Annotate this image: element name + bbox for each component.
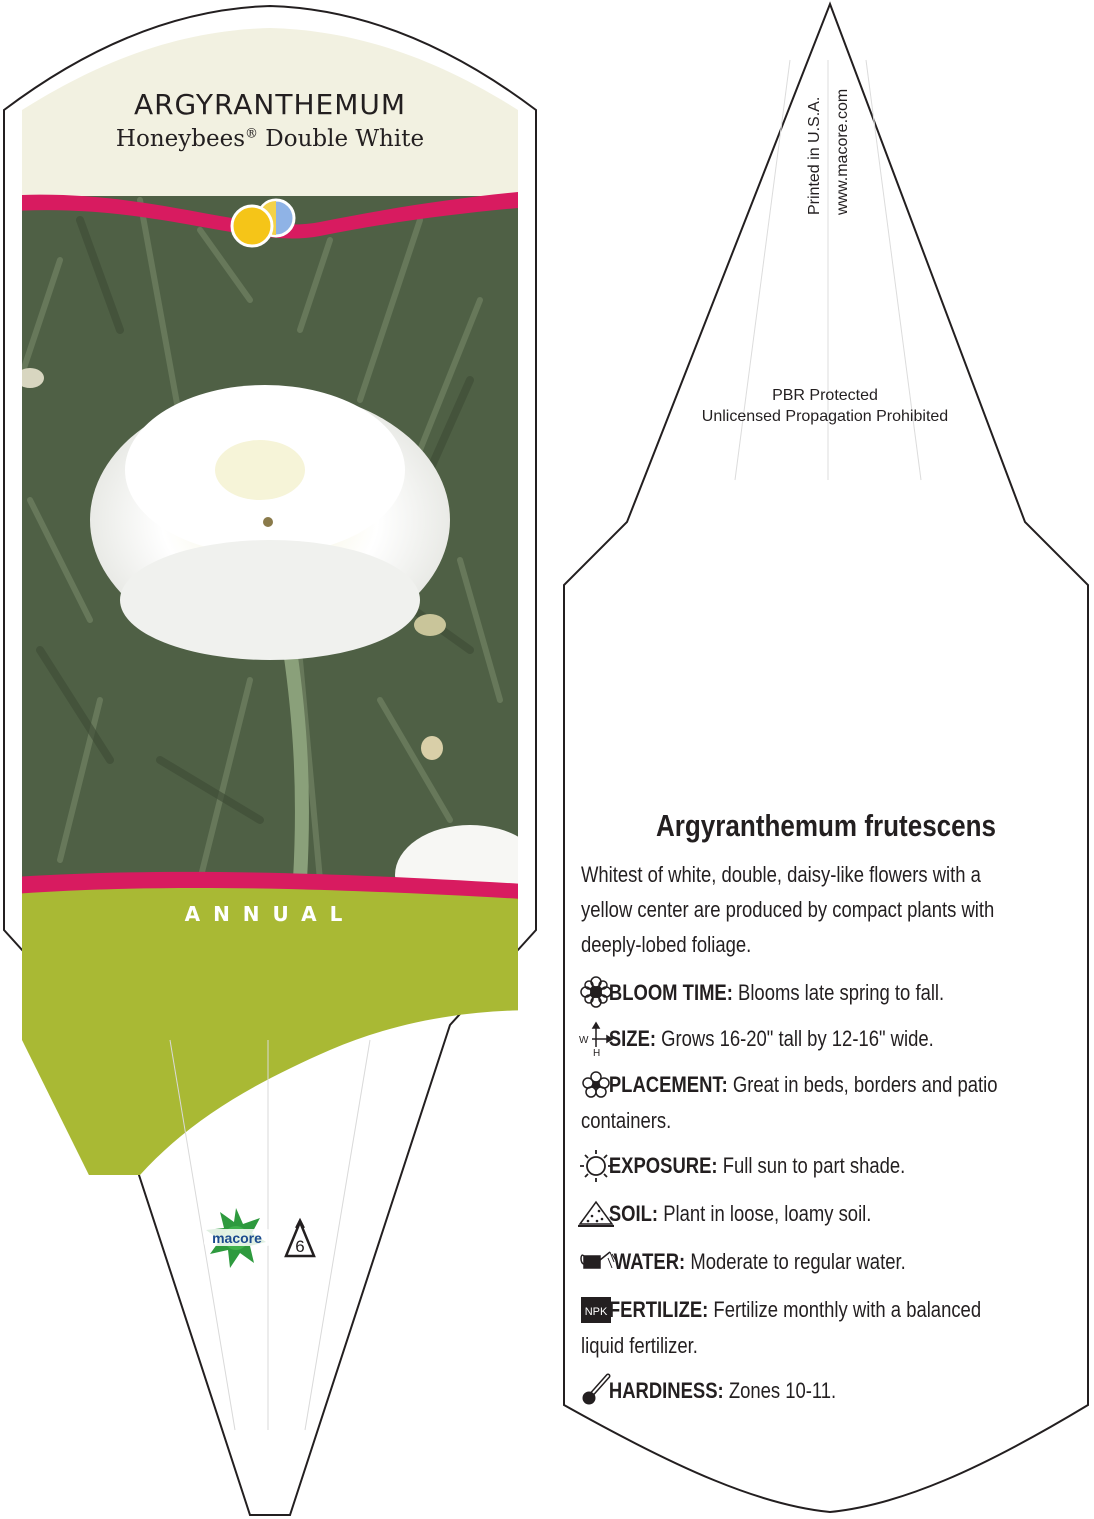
recycle-code: 6: [295, 1237, 305, 1256]
back-tag-outline: [564, 4, 1088, 1512]
attribute-label: EXPOSURE:: [608, 1153, 718, 1178]
description-line: deeply-lobed foliage.: [581, 932, 752, 957]
attribute-text: Blooms late spring to fall.: [738, 980, 945, 1005]
attribute-soil: [581, 1196, 1081, 1232]
attribute-label: WATER:: [613, 1249, 686, 1274]
plant-category: ANNUAL: [184, 902, 356, 926]
pbr-line-1: PBR Protected: [772, 387, 878, 404]
attribute-text: Great in beds, borders and patio: [732, 1072, 998, 1097]
attribute-text: Moderate to regular water.: [690, 1249, 906, 1274]
attribute-label: SOIL:: [608, 1201, 659, 1226]
attribute-label: SIZE:: [608, 1026, 657, 1051]
attribute-text: Fertilize monthly with a balanced: [713, 1297, 982, 1322]
attribute-text: Full sun to part shade.: [722, 1153, 906, 1178]
attribute-label: BLOOM TIME:: [608, 980, 733, 1005]
attribute-text-cont: liquid fertilizer.: [581, 1333, 698, 1358]
attribute-bloom-time: [581, 975, 1081, 1011]
attribute-size: [581, 1021, 1081, 1057]
attribute-text: Plant in loose, loamy soil.: [663, 1201, 872, 1226]
description: [581, 857, 1081, 962]
scientific-name: Argyranthemum frutescens: [655, 808, 997, 843]
macore-wordmark: macore: [212, 1230, 262, 1246]
pbr-notice: [640, 385, 1010, 427]
attribute-text: Zones 10-11.: [728, 1378, 837, 1403]
printed-in: Printed in U.S.A.: [806, 96, 823, 215]
website: www.macore.com: [834, 88, 851, 215]
variety-name-main: Honeybees: [115, 126, 245, 152]
genus-name: ARGYRANTHEMUM: [133, 88, 407, 121]
attribute-text-cont: containers.: [581, 1108, 672, 1133]
attribute-text: Grows 16-20" tall by 12-16" wide.: [661, 1026, 934, 1051]
size-icon-w: W: [579, 1035, 589, 1046]
attribute-exposure: [581, 1148, 1081, 1184]
npk-icon-label: NPK: [584, 1306, 608, 1318]
registered-mark: ®: [245, 126, 258, 142]
attribute-label: FERTILIZE:: [608, 1297, 709, 1322]
attribute-label: PLACEMENT:: [608, 1072, 728, 1097]
attribute-placement: [581, 1067, 1081, 1139]
attribute-hardiness: [581, 1373, 1081, 1409]
attribute-label: HARDINESS:: [608, 1378, 724, 1403]
attribute-fertilize: [581, 1292, 1081, 1364]
size-icon-h: H: [593, 1048, 601, 1059]
description-line: yellow center are produced by compact plants with: [581, 897, 995, 922]
pbr-line-2: Unlicensed Propagation Prohibited: [701, 408, 949, 425]
attribute-water: [581, 1244, 1081, 1280]
description-line: Whitest of white, double, daisy-like flowers with a: [581, 862, 981, 887]
variety-name: [40, 126, 500, 152]
variety-name-suffix: Double White: [258, 126, 425, 152]
